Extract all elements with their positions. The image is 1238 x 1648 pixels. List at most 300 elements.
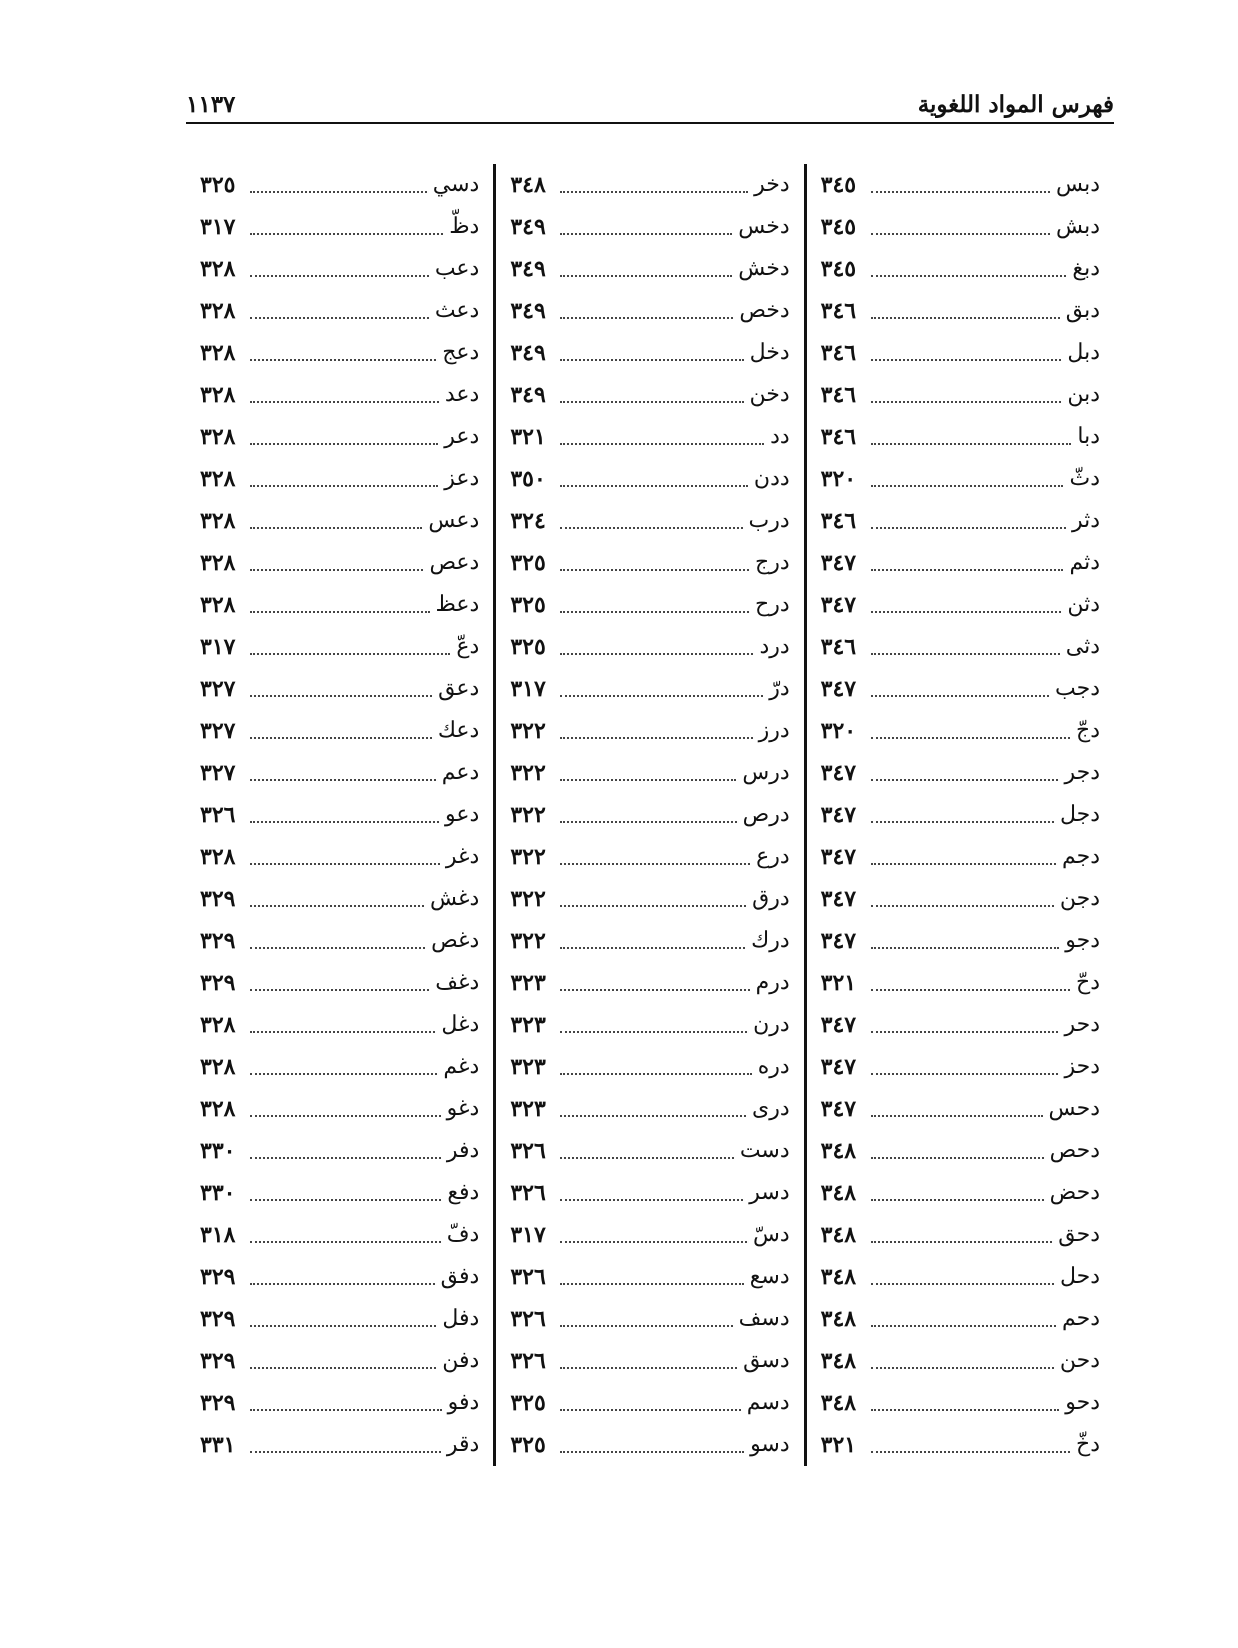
index-entry (821, 1088, 1100, 1130)
index-column-right (804, 164, 1114, 1466)
entry-page: ٣٤٧ (820, 886, 857, 912)
entry-page: ٣٣٠ (200, 1180, 236, 1206)
leader-dots (560, 821, 736, 823)
entry-root: دعك (437, 718, 480, 743)
leader-dots (560, 905, 746, 907)
entry-root: دد (770, 424, 790, 449)
entry-page: ٣٤٥ (820, 172, 857, 198)
entry-page: ٣٢١ (510, 424, 546, 450)
entry-page: ٣٢٨ (200, 424, 236, 450)
entry-page: ٣٢٨ (200, 550, 236, 576)
entry-root: دسّ (753, 1222, 790, 1247)
index-column-left (186, 164, 493, 1466)
entry-page: ٣٤٧ (820, 1054, 857, 1080)
index-entry (510, 290, 789, 332)
index-entry (510, 1172, 789, 1214)
leader-dots (871, 1115, 1043, 1117)
index-entry (510, 1130, 789, 1172)
entry-root: دجل (1059, 802, 1100, 827)
leader-dots (560, 1157, 733, 1159)
leader-dots (250, 443, 438, 445)
index-entry (510, 962, 789, 1004)
index-entry (200, 962, 479, 1004)
index-entry (821, 710, 1100, 752)
index-entry (510, 500, 789, 542)
entry-root: دعّ (456, 634, 480, 659)
entry-page: ٣٤٦ (820, 298, 857, 324)
entry-root: دعج (442, 340, 480, 365)
page-number: ١١٣٧ (186, 91, 236, 118)
entry-page: ٣٢٢ (510, 802, 546, 828)
entry-page: ٣٤٨ (820, 1264, 857, 1290)
entry-root: دبغ (1072, 256, 1100, 281)
entry-root: دبس (1056, 172, 1100, 197)
index-entry (200, 290, 479, 332)
entry-root: دغم (443, 1054, 480, 1079)
index-entry (821, 1130, 1100, 1172)
entry-root: درج (755, 550, 790, 575)
leader-dots (250, 275, 429, 277)
index-entry (200, 836, 479, 878)
entry-root: دعر (444, 424, 480, 449)
leader-dots (560, 275, 732, 277)
index-entry (200, 416, 479, 458)
entry-root: دفق (440, 1264, 480, 1289)
leader-dots (560, 1241, 747, 1243)
entry-page: ٣٢٦ (510, 1306, 546, 1332)
entry-page: ٣٢٢ (510, 760, 546, 786)
entry-root: دخش (738, 256, 790, 281)
leader-dots (250, 1451, 441, 1453)
entry-page: ٣٢٨ (200, 1012, 236, 1038)
entry-page: ٣٢٨ (200, 592, 236, 618)
entry-root: دعم (441, 760, 480, 785)
entry-root: دست (739, 1138, 790, 1163)
leader-dots (871, 905, 1054, 907)
entry-page: ٣١٧ (200, 214, 236, 240)
entry-page: ٣٤٦ (820, 508, 857, 534)
entry-root: دسر (749, 1180, 790, 1205)
index-entry (510, 1088, 789, 1130)
entry-root: درس (742, 760, 790, 785)
entry-root: دثى (1065, 634, 1100, 659)
leader-dots (871, 527, 1066, 529)
index-entry (200, 500, 479, 542)
entry-root: درد (759, 634, 790, 659)
entry-page: ٣١٧ (510, 1222, 546, 1248)
entry-root: ددن (753, 466, 790, 491)
leader-dots (871, 989, 1070, 991)
entry-page: ٣٤٨ (820, 1306, 857, 1332)
entry-root: دحر (1064, 1012, 1100, 1037)
entry-root: دجّ (1076, 718, 1100, 743)
leader-dots (560, 1451, 744, 1453)
leader-dots (250, 1199, 441, 1201)
leader-dots (871, 1283, 1054, 1285)
index-entry (510, 1046, 789, 1088)
index-entry (821, 1382, 1100, 1424)
leader-dots (871, 863, 1056, 865)
index-entry (821, 794, 1100, 836)
leader-dots (250, 1241, 441, 1243)
leader-dots (250, 1325, 436, 1327)
leader-dots (560, 443, 764, 445)
entry-root: دفل (442, 1306, 480, 1331)
leader-dots (250, 233, 443, 235)
index-entry (510, 542, 789, 584)
index-entry (200, 1424, 479, 1466)
entry-root: دفع (447, 1180, 480, 1205)
leader-dots (560, 989, 749, 991)
entry-page: ٣٤٥ (820, 214, 857, 240)
leader-dots (560, 317, 733, 319)
leader-dots (250, 569, 423, 571)
leader-dots (250, 947, 425, 949)
index-entry (510, 836, 789, 878)
leader-dots (250, 653, 450, 655)
entry-page: ٣٢٨ (200, 340, 236, 366)
leader-dots (560, 1283, 743, 1285)
index-column-middle (493, 164, 803, 1466)
index-entry (200, 1256, 479, 1298)
index-entry (821, 458, 1100, 500)
entry-root: دبل (1067, 340, 1100, 365)
leader-dots (871, 1325, 1056, 1327)
entry-root: دعب (434, 256, 480, 281)
index-entry (510, 416, 789, 458)
entry-page: ٣٤٧ (820, 844, 857, 870)
leader-dots (250, 485, 438, 487)
entry-page: ٣٤٨ (820, 1138, 857, 1164)
entry-page: ٣١٧ (510, 676, 546, 702)
index-entry (200, 1004, 479, 1046)
entry-page: ٣٤٧ (820, 760, 857, 786)
entry-root: درز (758, 718, 790, 743)
index-entry (200, 164, 479, 206)
index-entry (200, 458, 479, 500)
entry-page: ٣٤٦ (820, 340, 857, 366)
index-entry (200, 1088, 479, 1130)
entry-page: ٣٤٩ (510, 340, 546, 366)
leader-dots (871, 275, 1067, 277)
entry-page: ٣٢٩ (200, 886, 236, 912)
leader-dots (250, 695, 432, 697)
entry-root: دغص (431, 928, 480, 953)
entry-root: درق (752, 886, 790, 911)
index-entry (821, 1214, 1100, 1256)
index-entry (821, 1004, 1100, 1046)
entry-root: دقر (446, 1432, 480, 1457)
entry-root: دخص (739, 298, 790, 323)
leader-dots (871, 191, 1050, 193)
index-entry (510, 752, 789, 794)
leader-dots (871, 569, 1064, 571)
leader-dots (871, 1451, 1070, 1453)
entry-page: ٣٤٨ (820, 1390, 857, 1416)
index-entry (200, 374, 479, 416)
leader-dots (560, 1115, 746, 1117)
entry-page: ٣٤٧ (820, 802, 857, 828)
index-entry (200, 1340, 479, 1382)
index-entry (821, 1298, 1100, 1340)
entry-root: دحّ (1076, 970, 1100, 995)
index-entry (510, 1298, 789, 1340)
entry-page: ٣٤٧ (820, 676, 857, 702)
leader-dots (560, 863, 750, 865)
entry-root: دبش (1056, 214, 1100, 239)
index-entry (510, 710, 789, 752)
index-entry (821, 836, 1100, 878)
entry-root: دثن (1067, 592, 1100, 617)
leader-dots (560, 569, 749, 571)
index-entry (821, 416, 1100, 458)
index-entry (510, 1424, 789, 1466)
entry-root: دخر (754, 172, 790, 197)
entry-page: ٣٢٥ (510, 634, 546, 660)
leader-dots (250, 611, 430, 613)
entry-root: دحض (1049, 1180, 1100, 1205)
leader-dots (250, 527, 422, 529)
leader-dots (871, 401, 1062, 403)
entry-page: ٣٢٣ (510, 1096, 546, 1122)
index-entry (821, 374, 1100, 416)
leader-dots (250, 191, 427, 193)
entry-page: ٣٥٠ (510, 466, 546, 492)
entry-root: درب (748, 508, 790, 533)
entry-page: ٣٢٢ (510, 718, 546, 744)
entry-page: ٣٢٨ (200, 844, 236, 870)
index-entry (510, 1214, 789, 1256)
running-title: فهرس المواد اللغوية (917, 91, 1114, 118)
entry-root: دسق (743, 1348, 790, 1373)
entry-root: دسع (749, 1264, 790, 1289)
leader-dots (250, 1157, 441, 1159)
entry-root: دخس (738, 214, 790, 239)
leader-dots (560, 695, 763, 697)
leader-dots (250, 1367, 436, 1369)
entry-page: ٣٢٦ (510, 1180, 546, 1206)
entry-page: ٣٤٨ (820, 1348, 857, 1374)
leader-dots (871, 695, 1049, 697)
index-entry (200, 752, 479, 794)
leader-dots (560, 1367, 737, 1369)
entry-page: ٣٢٣ (510, 970, 546, 996)
entry-page: ٣٤٧ (820, 928, 857, 954)
entry-page: ٣٢٨ (200, 1054, 236, 1080)
entry-root: درّ (769, 676, 790, 701)
entry-page: ٣٢٣ (510, 1054, 546, 1080)
leader-dots (250, 863, 440, 865)
entry-page: ٣٢٨ (200, 1096, 236, 1122)
index-entry (200, 878, 479, 920)
leader-dots (871, 443, 1072, 445)
entry-page: ٣٤٨ (820, 1180, 857, 1206)
entry-page: ٣٤٩ (510, 382, 546, 408)
entry-root: دعو (445, 802, 480, 827)
index-entry (510, 920, 789, 962)
entry-root: دجر (1064, 760, 1100, 785)
leader-dots (871, 1241, 1053, 1243)
entry-root: دحل (1059, 1264, 1100, 1289)
leader-dots (250, 1409, 442, 1411)
index-entry (510, 458, 789, 500)
entry-page: ٣٢٠ (820, 466, 857, 492)
entry-root: دبق (1065, 298, 1100, 323)
entry-root: دحو (1065, 1390, 1100, 1415)
index-entry (200, 1130, 479, 1172)
index-entry (200, 920, 479, 962)
index-entry (510, 1004, 789, 1046)
index-entry (200, 332, 479, 374)
leader-dots (871, 1409, 1060, 1411)
leader-dots (560, 485, 748, 487)
leader-dots (560, 779, 736, 781)
index-entry (821, 1172, 1100, 1214)
entry-page: ٣٤٨ (820, 1222, 857, 1248)
entry-page: ٣٢٥ (510, 1390, 546, 1416)
leader-dots (560, 1325, 732, 1327)
entry-root: دبا (1077, 424, 1100, 449)
leader-dots (560, 947, 745, 949)
entry-root: دجب (1055, 676, 1100, 701)
entry-root: دعص (429, 550, 480, 575)
leader-dots (250, 1073, 437, 1075)
index-entry (821, 626, 1100, 668)
entry-page: ٣٢٥ (510, 550, 546, 576)
leader-dots (871, 821, 1054, 823)
leader-dots (871, 485, 1064, 487)
entry-page: ٣٢١ (820, 970, 857, 996)
entry-root: دعث (434, 298, 480, 323)
entry-root: درم (755, 970, 790, 995)
entry-page: ٣٤٧ (820, 1012, 857, 1038)
entry-root: دغو (446, 1096, 480, 1121)
index-entry (200, 710, 479, 752)
entry-page: ٣٢٩ (200, 1264, 236, 1290)
entry-root: درع (756, 844, 790, 869)
index-entry (821, 1340, 1100, 1382)
leader-dots (250, 1031, 435, 1033)
leader-dots (560, 1073, 751, 1075)
index-entry (200, 1382, 479, 1424)
entry-root: دثم (1069, 550, 1100, 575)
leader-dots (560, 653, 753, 655)
entry-root: درح (755, 592, 790, 617)
index-entry (510, 626, 789, 668)
leader-dots (560, 527, 742, 529)
entry-page: ٣٢٢ (510, 844, 546, 870)
index-entry (200, 668, 479, 710)
entry-page: ٣٤٦ (820, 634, 857, 660)
index-entry (821, 920, 1100, 962)
index-entry (200, 1298, 479, 1340)
entry-root: دعد (444, 382, 480, 407)
leader-dots (560, 737, 752, 739)
entry-root: دثر (1071, 508, 1100, 533)
page-header (186, 82, 1114, 124)
leader-dots (560, 1409, 740, 1411)
index-entry (821, 500, 1100, 542)
leader-dots (250, 1283, 435, 1285)
leader-dots (871, 1073, 1059, 1075)
entry-page: ٣٢١ (820, 1432, 857, 1458)
entry-page: ٣٤٩ (510, 298, 546, 324)
index-entry (200, 584, 479, 626)
index-entry (821, 962, 1100, 1004)
entry-root: دسم (746, 1390, 790, 1415)
entry-page: ٣٢٩ (200, 970, 236, 996)
entry-root: دعق (438, 676, 480, 701)
index-entry (510, 164, 789, 206)
entry-page: ٣٤٧ (820, 550, 857, 576)
entry-root: دحن (1059, 1348, 1100, 1373)
leader-dots (250, 779, 436, 781)
entry-root: درن (753, 1012, 790, 1037)
entry-root: دفّ (446, 1222, 480, 1247)
entry-page: ٣١٧ (200, 634, 236, 660)
index-entry (821, 1256, 1100, 1298)
index-entry (821, 248, 1100, 290)
index-entry (821, 290, 1100, 332)
entry-root: دخّ (1076, 1432, 1100, 1457)
entry-page: ٣٢٢ (510, 928, 546, 954)
entry-root: دحم (1061, 1306, 1100, 1331)
leader-dots (560, 1031, 747, 1033)
entry-page: ٣٤٥ (820, 256, 857, 282)
entry-page: ٣١٨ (200, 1222, 236, 1248)
entry-root: دسو (750, 1432, 790, 1457)
index-entry (821, 1424, 1100, 1466)
index-entry (821, 668, 1100, 710)
index-entry (510, 248, 789, 290)
leader-dots (871, 611, 1062, 613)
entry-root: دبن (1067, 382, 1100, 407)
entry-root: دثّ (1069, 466, 1100, 491)
leader-dots (560, 191, 748, 193)
index-entry (510, 794, 789, 836)
entry-page: ٣٢٦ (510, 1138, 546, 1164)
leader-dots (871, 779, 1059, 781)
entry-root: دغل (441, 1012, 480, 1037)
index-entry (200, 794, 479, 836)
leader-dots (250, 1115, 441, 1117)
entry-page: ٣٢٠ (820, 718, 857, 744)
leader-dots (560, 611, 749, 613)
entry-root: دعظ (435, 592, 480, 617)
leader-dots (871, 1199, 1044, 1201)
entry-root: دعس (428, 508, 480, 533)
entry-page: ٣٢٢ (510, 886, 546, 912)
leader-dots (250, 401, 439, 403)
entry-root: دفر (446, 1138, 480, 1163)
entry-root: دعز (444, 466, 480, 491)
entry-page: ٣٤٦ (820, 382, 857, 408)
index-entry (510, 374, 789, 416)
entry-page: ٣٤٧ (820, 1096, 857, 1122)
entry-page: ٣٢٦ (200, 802, 236, 828)
entry-root: دفو (447, 1390, 480, 1415)
entry-root: دظّ (449, 214, 480, 239)
leader-dots (871, 233, 1050, 235)
entry-page: ٣٤٧ (820, 592, 857, 618)
entry-page: ٣٣٠ (200, 1138, 236, 1164)
leader-dots (560, 1199, 743, 1201)
index-entry (821, 164, 1100, 206)
entry-root: دره (757, 1054, 790, 1079)
entry-page: ٣٢٧ (200, 760, 236, 786)
index-entry (510, 668, 789, 710)
leader-dots (250, 359, 436, 361)
